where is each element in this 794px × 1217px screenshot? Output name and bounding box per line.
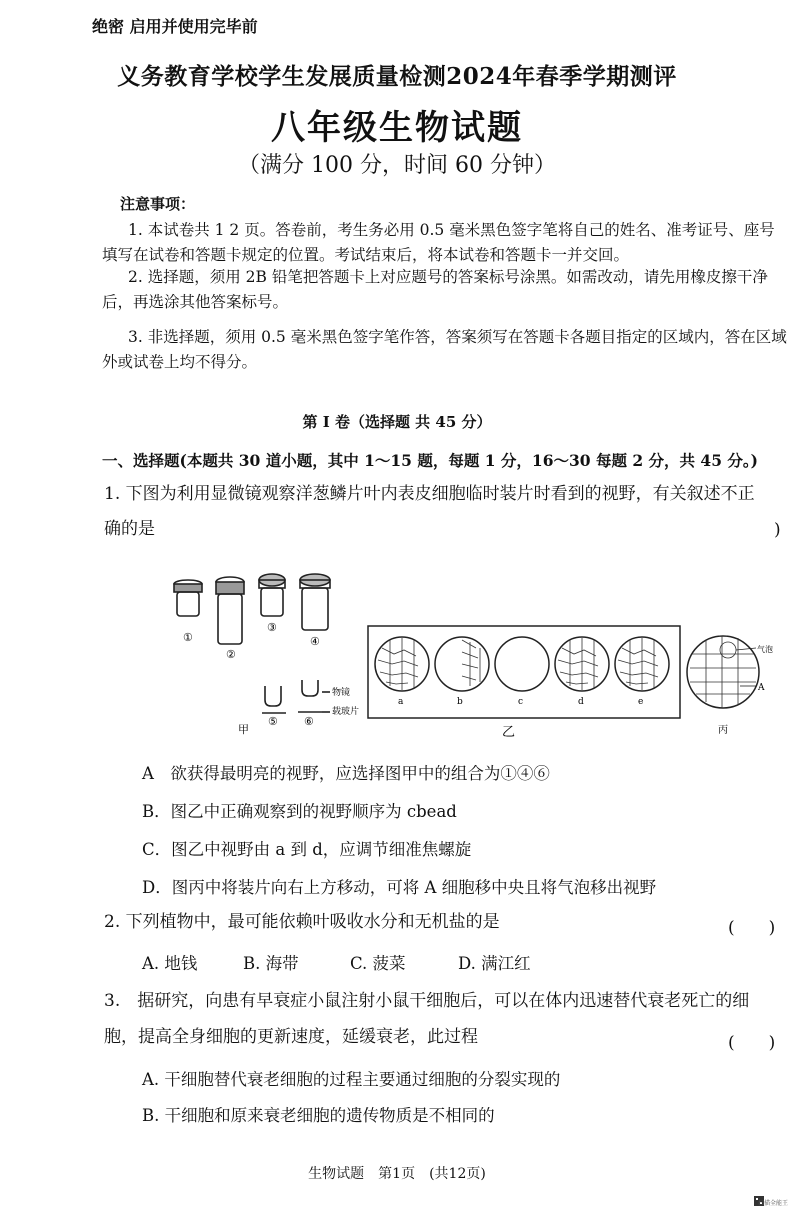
question-3-line-2: 胞，提高全身细胞的更新速度，延缓衰老，此过程 <box>104 1027 478 1047</box>
objective-label: 物镜 <box>332 688 351 698</box>
question-2-text: 2. 下列植物中，最可能依赖叶吸收水分和无机盐的是 <box>104 912 500 932</box>
view-circles <box>375 637 669 691</box>
section-title: 第 Ⅰ 卷（选择题 共 45 分） <box>302 413 492 431</box>
question-3-option-b: B. 干细胞和原来衰老细胞的遗传物质是不相同的 <box>142 1106 495 1125</box>
bing-cells <box>690 636 756 708</box>
confidential-label: 绝密 启用并使用完毕前 <box>92 17 258 36</box>
microscope-figure <box>150 568 790 748</box>
lens-label-4: ④ <box>310 635 320 648</box>
view-label-a: a <box>398 697 404 707</box>
page-footer: 生物试题 第1页 (共12页) <box>308 1166 486 1182</box>
question-2-answer-paren: ( ) <box>728 918 776 938</box>
question-1-line-1: 1. 下图为利用显微镜观察洋葱鳞片叶内表皮细胞临时装片时看到的视野，有关叙述不正 <box>104 484 755 504</box>
view-label-c: c <box>518 697 524 707</box>
lens-label-2: ② <box>226 648 236 661</box>
view-bing-circle <box>687 636 759 708</box>
figure-yi-label: 乙 <box>502 725 516 740</box>
note-item-3: 3. 非选择题，须用 0.5 毫米黑色签字笔作答，答案须写在答题卡各题目指定的区域内，答在区域外或试卷上均不得分。 <box>102 328 787 371</box>
slide-label: 载玻片 <box>332 707 360 717</box>
view-label-b: b <box>457 697 463 707</box>
bubble-label: 气泡 <box>757 645 773 654</box>
note-item-2: 2. 选择题，须用 2B 铅笔把答题卡上对应题号的答案标号涂黑。如需改动，请先用橡皮擦干净后，再选涂其他答案标号。 <box>102 268 768 311</box>
figure-bing-label: 丙 <box>718 725 728 736</box>
score-time-line: （满分 100 分，时间 60 分钟） <box>238 153 556 178</box>
objective-eyepiece-lenses <box>174 574 330 713</box>
part-heading: 一、选择题(本题共 30 道小题，其中 1～15 题，每题 1 分，16～30 每题 2 分，共 45 分。) <box>102 451 758 470</box>
lens-label-3: ③ <box>267 621 277 634</box>
question-1-option-d: D．图丙中将装片向右上方移动，可将 A 细胞移中央且将气泡移出视野 <box>142 878 657 897</box>
question-1-answer-paren: ) <box>774 520 781 540</box>
lens-label-5: ⑤ <box>268 715 278 728</box>
question-2-option-c: C. 菠菜 <box>350 954 406 973</box>
notes-title: 注意事项： <box>120 195 196 213</box>
question-1-option-b: B．图乙中正确观察到的视野顺序为 cbead <box>142 802 457 821</box>
cell-a-label: A <box>758 683 765 693</box>
lens-label-6: ⑥ <box>304 715 314 728</box>
exam-title: 义务教育学校学生发展质量检测2024年春季学期测评 <box>117 63 677 90</box>
note-item-1: 1. 本试卷共 1 2 页。答卷前，考生务必用 0.5 毫米黑色签字笔将自己的姓名、准考证号、座号填写在试卷和答题卡规定的位置。考试结束后，将本试卷和答题卡一并交回。 <box>102 221 775 264</box>
question-1-line-2: 确的是 <box>104 519 155 539</box>
figure-jia-label: 甲 <box>238 723 249 736</box>
cell-texture <box>378 638 658 690</box>
view-label-e: e <box>638 697 644 707</box>
question-1-option-c: C．图乙中视野由 a 到 d，应调节细准焦螺旋 <box>142 840 472 859</box>
question-2-option-d: D. 满江红 <box>458 954 531 973</box>
question-3-option-a: A. 干细胞替代衰老细胞的过程主要通过细胞的分裂实现的 <box>142 1070 561 1089</box>
question-2-option-b: B. 海带 <box>243 954 299 973</box>
question-3-answer-paren: ( ) <box>728 1033 776 1053</box>
lens-label-1: ① <box>183 631 193 644</box>
subject-title: 八年级生物试题 <box>271 108 523 148</box>
question-1-option-a: A 欲获得最明亮的视野，应选择图甲中的组合为①④⑥ <box>142 764 550 783</box>
question-3-line-1: 3. 据研究，向患有早衰症小鼠注射小鼠干细胞后，可以在体内迅速替代衰老死亡的细 <box>104 991 750 1011</box>
view-label-d: d <box>578 697 584 707</box>
scanner-watermark: 扫描全能王 <box>757 1200 788 1207</box>
question-2-option-a: A. 地钱 <box>142 954 198 973</box>
